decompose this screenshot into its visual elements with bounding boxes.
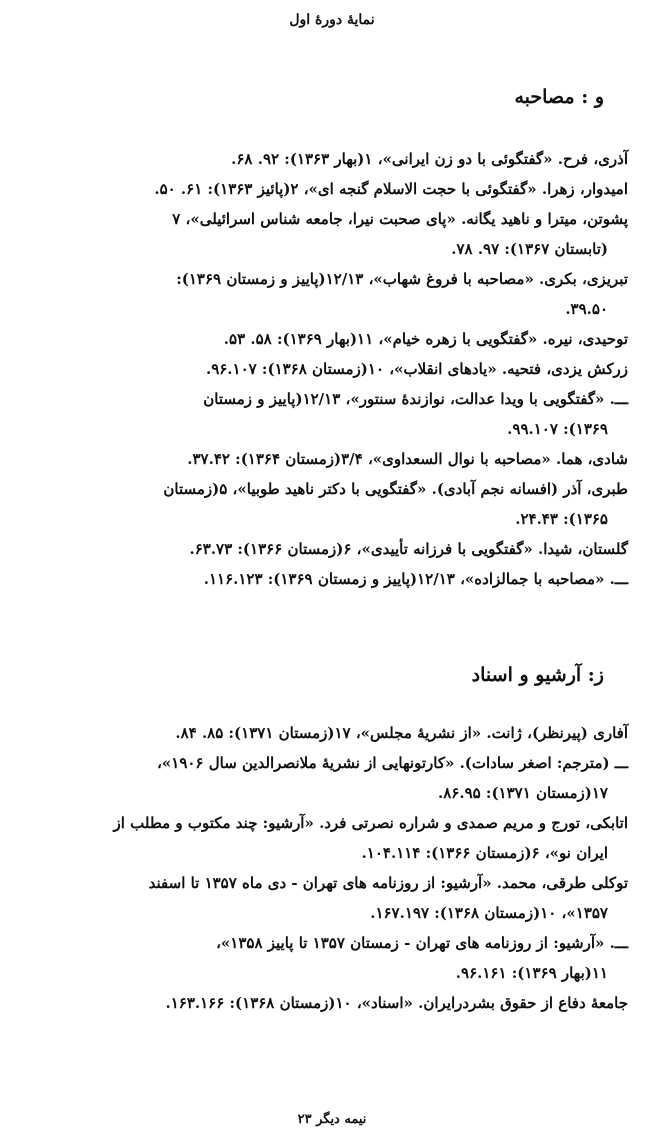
section-heading-archives: ز: آرشیو و اسناد <box>471 664 604 686</box>
index-entry <box>32 264 628 324</box>
section-heading-interviews: و : مصاحبه <box>514 86 604 108</box>
page-folio: نیمه دیگر ۲۳ <box>297 1112 367 1127</box>
index-entry <box>32 174 628 204</box>
index-entry <box>32 928 628 988</box>
index-entry <box>32 144 628 174</box>
entry-text: امیدوار، زهرا. «گفتگوئی با حجت الاسلام گنجه ای»، ۲(پائیز ۱۳۶۳): ۶۱. ۵۰. <box>154 180 628 198</box>
entry-text: ـــ. «آرشیو: از روزنامه های تهران - زمستان ۱۳۵۷ تا پاییز ۱۳۵۸»، <box>216 934 628 952</box>
index-entry <box>32 534 628 564</box>
index-entry <box>32 474 628 534</box>
index-entry <box>32 384 628 444</box>
entry-text: آفاری (پیرنظر)، ژانت. «از نشریهٔ مجلس»، ۱۷(زمستان ۱۳۷۱): ۸۵. ۸۴. <box>175 724 628 742</box>
entry-text: پشوتن، میترا و ناهید یگانه. «پای صحبت نیرا، جامعه شناس اسرائیلی»، ۷ <box>172 210 628 228</box>
entry-continuation: ایران نو»، ۶(زمستان ۱۳۶۶): ۱۰۴.۱۱۴. <box>361 844 608 862</box>
entry-text: تبریزی، بکری. «مصاحبه با فروغ شهاب»، ۱۲/۱۳(پاییز و زمستان ۱۳۶۹): <box>176 270 628 288</box>
entry-text: طبری، آذر (افسانه نجم آبادی). «گفتگویی با دکتر ناهید طوبیا»، ۵(زمستان <box>163 480 628 498</box>
entry-text: اتابکی، تورج و مریم صمدی و شراره نصرتی فرد. «آرشیو: چند مکتوب و مطلب از <box>113 814 628 832</box>
index-entry <box>32 808 628 868</box>
entry-text: ـــ. «مصاحبه با جمالزاده»، ۱۲/۱۳(پاییز و زمستان ۱۳۶۹): ۱۱۶.۱۲۳. <box>203 570 628 588</box>
entry-continuation: ۱۳۶۹): ۹۹.۱۰۷. <box>507 420 608 438</box>
index-entry <box>32 718 628 748</box>
entry-text: جامعهٔ دفاع از حقوق بشردرایران. «اسناد»، ۱۰(زمستان ۱۳۶۸): ۱۶۳.۱۶۶. <box>165 994 628 1012</box>
entry-continuation: ۱۱(بهار ۱۳۶۹): ۹۶.۱۶۱. <box>455 964 608 982</box>
index-entry <box>32 564 628 594</box>
index-entry <box>32 868 628 928</box>
entry-text: زرکش یزدی، فتحیه. «یادهای انقلاب»، ۱۰(زمستان ۱۳۶۸): ۹۶.۱۰۷. <box>205 360 628 378</box>
entry-text: توحیدی، نیره. «گفتگویی با زهره خیام»، ۱۱(بهار ۱۳۶۹): ۵۸. ۵۳. <box>223 330 628 348</box>
entry-text: گلستان، شیدا. «گفتگویی با فرزانه تأییدی»، ۶(زمستان ۱۳۶۶): ۶۳.۷۳. <box>189 540 628 558</box>
entry-continuation: ۱۳۶۵): ۲۴.۴۳. <box>515 510 608 528</box>
index-entry <box>32 748 628 808</box>
entry-text: آذری، فرح. «گفتگوئی با دو زن ایرانی»، ۱(بهار ۱۳۶۳): ۹۲. ۶۸. <box>231 150 628 168</box>
index-entry <box>32 324 628 354</box>
entry-text: توکلی طرقی، محمد. «آرشیو: از روزنامه های تهران - دی ماه ۱۳۵۷ تا اسفند <box>148 874 628 892</box>
entry-text: شادی، هما. «مصاحبه با نوال السعداوی»، ۳/۴(زمستان ۱۳۶۴): ۳۷.۴۲. <box>187 450 628 468</box>
entry-continuation: ۳۹.۵۰. <box>565 300 608 318</box>
archives-list <box>32 718 628 1018</box>
entry-continuation: ۱۷(زمستان ۱۳۷۱): ۸۶.۹۵. <box>438 784 608 802</box>
index-entry <box>32 988 628 1018</box>
entry-continuation: (تابستان ۱۳۶۷): ۹۷. ۷۸. <box>451 240 608 258</box>
running-head: نمایهٔ دورهٔ اول <box>289 12 375 28</box>
entry-continuation: ۱۳۵۷»، ۱۰(زمستان ۱۳۶۸): ۱۶۷.۱۹۷. <box>370 904 608 922</box>
entry-text: ـــ. «گفتگویی با ویدا عدالت، نوازندهٔ سنتور»، ۱۲/۱۳(پاییز و زمستان <box>203 390 628 408</box>
entry-text: ـــ (مترجم: اصغر سادات). «کارتونهایی از نشریهٔ ملانصرالدین سال ۱۹۰۶»، <box>157 754 628 772</box>
index-entry <box>32 354 628 384</box>
index-entry <box>32 204 628 264</box>
index-entry <box>32 444 628 474</box>
interviews-list <box>32 144 628 594</box>
